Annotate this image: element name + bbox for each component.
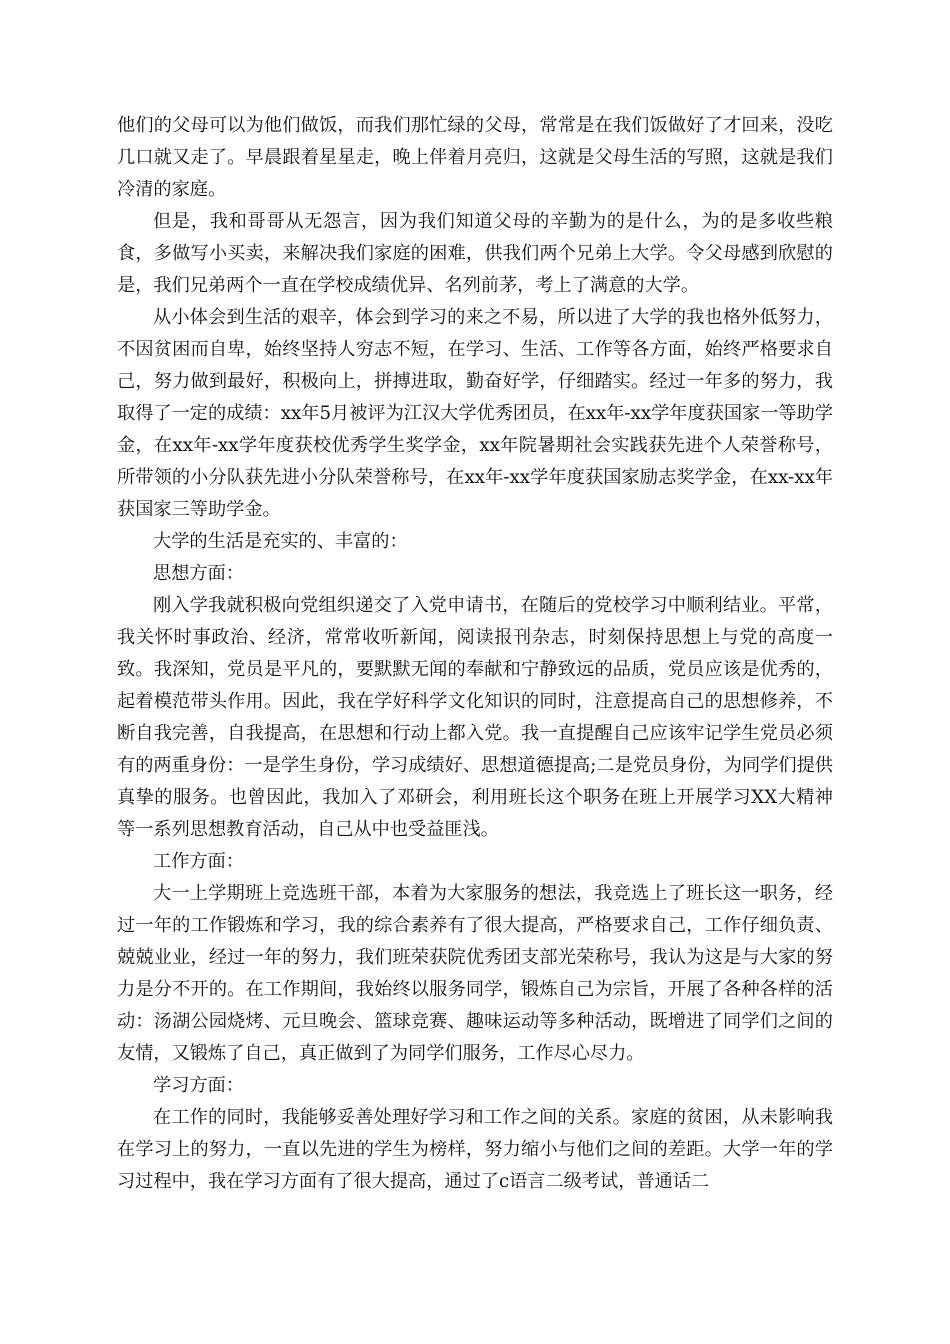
heading-work: 工作方面： <box>153 851 244 872</box>
heading-ideology: 思想方面： <box>153 563 244 584</box>
paragraph-university-life: 大学的生活是充实的、丰富的： <box>153 531 408 552</box>
paragraph-study: 在工作的同时，我能够妥善处理好学习和工作之间的关系。家庭的贫困，从未影响我在学习上的努力，一直以先进的学生为榜样，努力缩小与他们之间的差距。大学一年的学习过程中，我在学习方面有了很大提高，通过了c语言二级考试，普通话二 <box>117 1107 833 1192</box>
heading-study: 学习方面： <box>153 1075 244 1096</box>
paragraph-work: 大一上学期班上竞选班干部，本着为大家服务的想法，我竞选上了班长这一职务，经过一年的工作锻炼和学习，我的综合素养有了很大提高，严格要求自己，工作仔细负责、兢兢业业，经过一年的努力，我们班荣获院优秀团支部光荣称号，我认为这是与大家的努力是分不开的。在工作期间，我始终以服务同学，锻炼自己为宗旨，开展了各种各样的活动：汤湖公园烧烤、元旦晚会、篮球竞赛、趣味运动等多种活动，既增进了同学们之间的友情，又锻炼了自己，真正做到了为同学们服务，工作尽心尽力。 <box>117 883 833 1064</box>
paragraph-ideology: 刚入学我就积极向党组织递交了入党申请书，在随后的党校学习中顺利结业。平常，我关怀时事政治、经济，常常收听新闻，阅读报刊杂志，时刻保持思想上与党的高度一致。我深知，党员是平凡的，要默默无闻的奉献和宁静致远的品质，党员应该是优秀的，起着模范带头作用。因此，我在学好科学文化知识的同时，注意提高自己的思想修养，不断自我完善，自我提高，在思想和行动上都入党。我一直提醒自己应该牢记学生党员必须有的两重身份：一是学生身份，学习成绩好、思想道德提高;二是党员身份，为同学们提供真挚的服务。也曾因此，我加入了邓研会，利用班长这个职务在班上开展学习XX大精神等一系列思想教育活动，自己从中也受益匪浅。 <box>117 595 833 840</box>
paragraph-family-life: 他们的父母可以为他们做饭，而我们那忙绿的父母，常常是在我们饭做好了才回来，没吃几口就又走了。早晨跟着星星走，晚上伴着月亮归，这就是父母生活的写照，这就是我们冷清的家庭。 <box>117 115 833 200</box>
paragraph-achievements: 从小体会到生活的艰辛，体会到学习的来之不易，所以进了大学的我也格外低努力，不因贫困而自卑，始终坚持人穷志不短，在学习、生活、工作等各方面，始终严格要求自己，努力做到最好，积极向上，拼搏进取，勤奋好学，仔细踏实。经过一年多的努力，我取得了一定的成绩：xx年5月被评为江汉大学优秀团员，在xx年-xx学年度获国家一等助学金，在xx年-xx学年度获校优秀学生奖学金，xx年院暑期社会实践获先进个人荣誉称号，所带领的小分队获先进小分队荣誉称号，在xx年-xx学年度获国家励志奖学金，在xx-xx年获国家三等助学金。 <box>117 307 833 520</box>
document-page <box>117 110 833 1198</box>
paragraph-no-complaints: 但是，我和哥哥从无怨言，因为我们知道父母的辛勤为的是什么，为的是多收些粮食，多做写小买卖，来解决我们家庭的困难，供我们两个兄弟上大学。令父母感到欣慰的是，我们兄弟两个一直在学校成绩优异、名列前茅，考上了满意的大学。 <box>117 211 833 296</box>
